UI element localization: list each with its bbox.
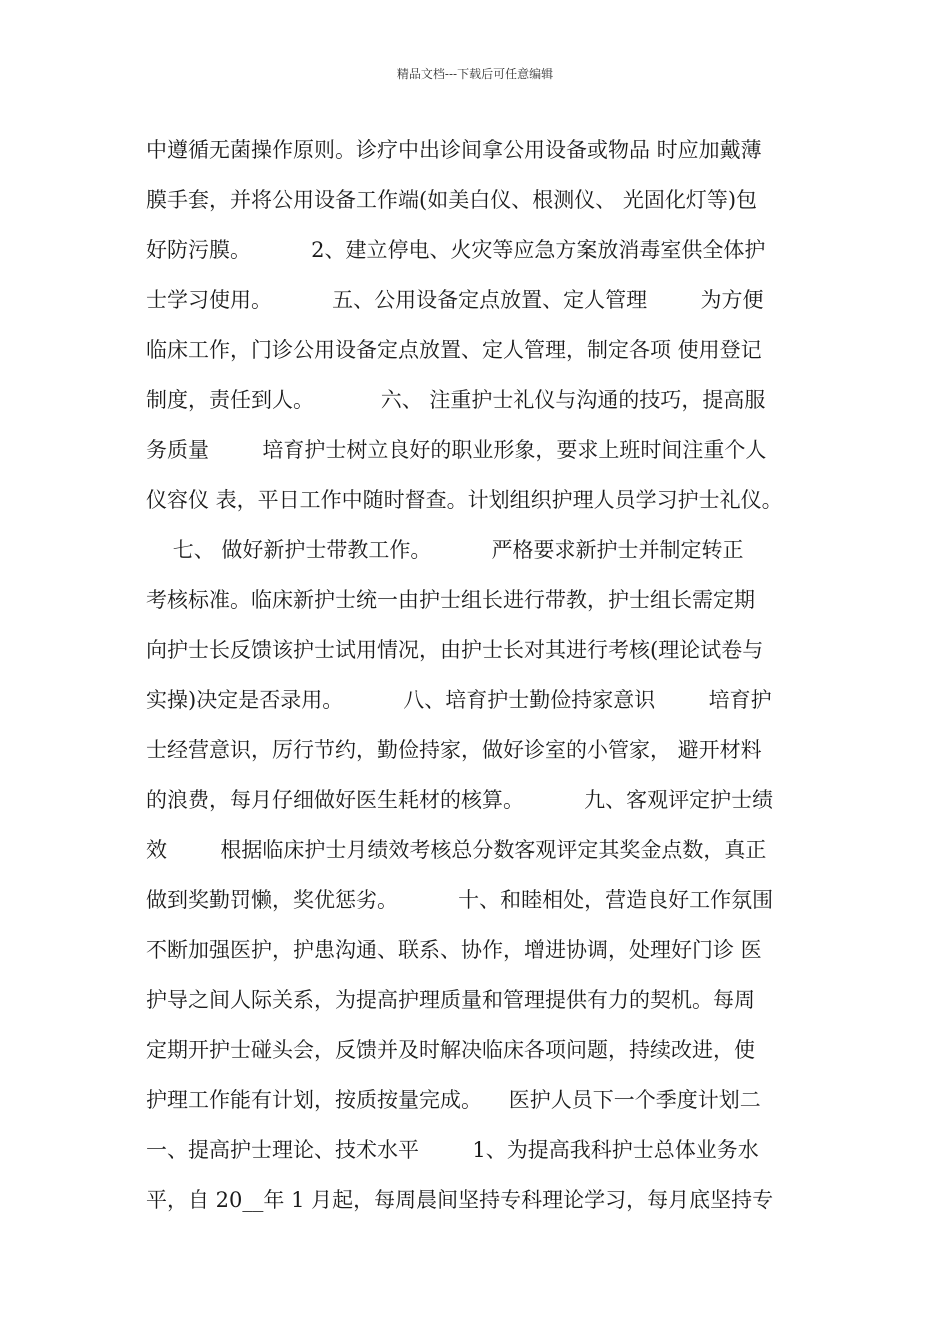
text-line: 临床工作，门诊公用设备定点放置、定人管理，制定各项 使用登记: [146, 338, 762, 362]
document-body: [146, 130, 826, 1230]
text-line: 效 根据临床护士月绩效考核总分数客观评定其奖金点数，真正: [146, 838, 767, 862]
text-line: 士经营意识，厉行节约，勤俭持家，做好诊室的小管家， 避开材料: [146, 738, 762, 762]
text-line: 护导之间人际关系，为提高护理质量和管理提供有力的契机。每周: [146, 988, 755, 1012]
text-line: 好防污膜。 2、建立停电、火灾等应急方案放消毒室供全体护: [146, 238, 766, 262]
page-header: 精品文档---下载后可任意编辑: [396, 67, 554, 81]
text-line: 实操)决定是否录用。 八、培育护士勤俭持家意识 培育护: [146, 688, 772, 712]
text-line: 平，自 20__年 1 月起，每周晨间坚持专科理论学习，每月底坚持专: [146, 1188, 774, 1212]
text-line: 做到奖勤罚懒，奖优惩劣。 十、和睦相处，营造良好工作氛围: [146, 888, 774, 912]
text-line: 制度，责任到人。 六、 注重护士礼仪与沟通的技巧，提高服: [146, 388, 766, 412]
text-line: 中遵循无菌操作原则。诊疗中出诊间拿公用设备或物品 时应加戴薄: [146, 138, 762, 162]
text-line: 七、 做好新护士带教工作。 严格要求新护士并制定转正: [146, 538, 744, 562]
text-line: 一、提高护士理论、技术水平 1、为提高我科护士总体业务水: [146, 1138, 759, 1162]
text-line: 向护士长反馈该护士试用情况，由护士长对其进行考核(理论试卷与: [146, 638, 764, 662]
text-line: 不断加强医护，护患沟通、联系、协作，增进协调，处理好门诊 医: [146, 938, 762, 962]
text-line: 务质量 培育护士树立良好的职业形象，要求上班时间注重个人: [146, 438, 767, 462]
text-line: 仪容仪 表，平日工作中随时督查。计划组织护理人员学习护士礼仪。: [146, 488, 783, 512]
text-line: 士学习使用。 五、公用设备定点放置、定人管理 为方便: [146, 288, 764, 312]
text-line: 护理工作能有计划，按质按量完成。 医护人员下一个季度计划二: [146, 1088, 761, 1112]
text-line: 膜手套，并将公用设备工作端(如美白仪、根测仪、 光固化灯等)包: [146, 188, 758, 212]
text-line: 的浪费，每月仔细做好医生耗材的核算。 九、客观评定护士绩: [146, 788, 774, 812]
text-line: 定期开护士碰头会，反馈并及时解决临床各项问题，持续改进，使: [146, 1038, 755, 1062]
text-line: 考核标准。临床新护士统一由护士组长进行带教，护士组长需定期: [146, 588, 755, 612]
